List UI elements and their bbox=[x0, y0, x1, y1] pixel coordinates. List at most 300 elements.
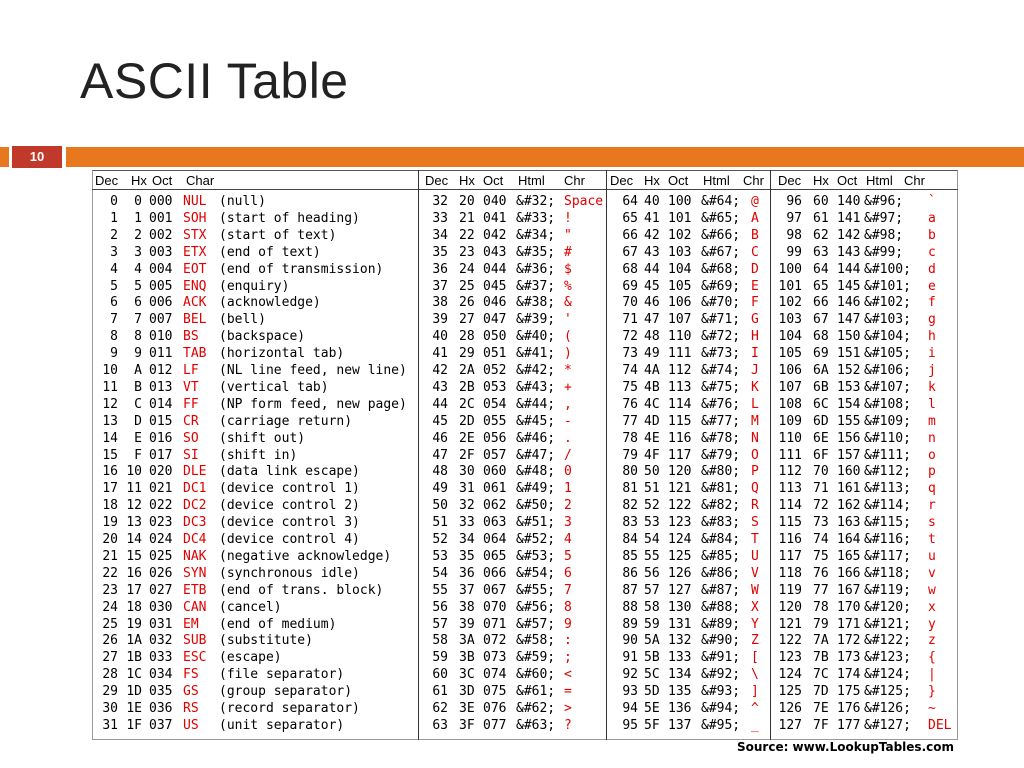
cell-hex: 34 bbox=[459, 532, 475, 547]
cell-oct: 032 bbox=[149, 633, 173, 649]
cell-html: &#112; bbox=[864, 464, 911, 480]
cell-html: &#101; bbox=[864, 278, 911, 294]
cell-oct: 156 bbox=[837, 430, 861, 446]
cell-chr: d bbox=[928, 261, 936, 277]
cell-html: &#115; bbox=[864, 515, 911, 531]
cell-oct: 064 bbox=[483, 532, 507, 547]
cell-html: &#86; bbox=[701, 565, 741, 581]
cell-hex: 5A bbox=[644, 633, 660, 649]
cell-html: &#44; bbox=[516, 396, 556, 412]
cell-chr: " bbox=[564, 227, 572, 243]
cell-chr: t bbox=[928, 532, 936, 547]
cell-hex: 52 bbox=[644, 498, 660, 514]
cell-hex: 6E bbox=[813, 430, 829, 446]
cell-html: &#117; bbox=[864, 548, 911, 564]
cell-oct: 051 bbox=[483, 346, 507, 362]
accent-bar-left bbox=[0, 147, 9, 167]
cell-hex: 24 bbox=[459, 261, 475, 277]
cell-oct: 127 bbox=[668, 582, 692, 598]
cell-dec: 30 bbox=[102, 701, 118, 716]
table-row bbox=[92, 565, 958, 582]
cell-html: &#43; bbox=[516, 379, 556, 395]
cell-dec: 104 bbox=[778, 329, 802, 345]
cell-char: DC3 bbox=[183, 515, 207, 531]
cell-dec: 54 bbox=[432, 565, 448, 581]
cell-description: (device control 1) bbox=[219, 481, 360, 497]
cell-oct: 165 bbox=[837, 548, 861, 564]
ascii-table bbox=[92, 170, 958, 740]
cell-dec: 36 bbox=[432, 261, 448, 277]
cell-char: GS bbox=[183, 684, 199, 700]
cell-html: &#108; bbox=[864, 396, 911, 412]
cell-hex: 2D bbox=[459, 413, 475, 429]
cell-chr: Space bbox=[564, 194, 604, 209]
cell-dec: 10 bbox=[102, 363, 118, 378]
cell-dec: 20 bbox=[102, 532, 118, 547]
cell-html: &#75; bbox=[701, 379, 741, 395]
cell-chr: i bbox=[928, 346, 936, 362]
cell-chr: ? bbox=[564, 717, 572, 733]
cell-html: &#32; bbox=[516, 194, 556, 209]
cell-hex: 44 bbox=[644, 261, 660, 277]
cell-description: (data link escape) bbox=[219, 464, 360, 480]
cell-oct: 062 bbox=[483, 498, 507, 514]
cell-html: &#57; bbox=[516, 616, 556, 632]
table-row bbox=[92, 683, 958, 700]
cell-chr: 7 bbox=[564, 582, 572, 598]
cell-dec: 13 bbox=[102, 413, 118, 429]
cell-html: &#70; bbox=[701, 295, 741, 311]
cell-chr: m bbox=[928, 413, 936, 429]
cell-chr: X bbox=[751, 599, 759, 615]
header-chr-3: Chr bbox=[743, 173, 764, 188]
cell-dec: 19 bbox=[102, 515, 118, 531]
cell-html: &#121; bbox=[864, 616, 911, 632]
cell-html: &#69; bbox=[701, 278, 741, 294]
cell-oct: 012 bbox=[149, 363, 173, 378]
cell-dec: 106 bbox=[778, 363, 802, 378]
cell-html: &#88; bbox=[701, 599, 741, 615]
cell-html: &#109; bbox=[864, 413, 911, 429]
cell-hex: 1A bbox=[126, 633, 142, 649]
cell-chr: L bbox=[751, 396, 759, 412]
header-html-3: Html bbox=[703, 173, 730, 188]
cell-dec: 2 bbox=[110, 227, 118, 243]
cell-html: &#46; bbox=[516, 430, 556, 446]
cell-hex: 2C bbox=[459, 396, 475, 412]
cell-html: &#33; bbox=[516, 210, 556, 226]
cell-oct: 076 bbox=[483, 701, 507, 716]
table-row bbox=[92, 463, 958, 480]
cell-chr: W bbox=[751, 582, 759, 598]
table-row bbox=[92, 717, 958, 734]
cell-chr: # bbox=[564, 244, 572, 260]
cell-html: &#53; bbox=[516, 548, 556, 564]
cell-chr: v bbox=[928, 565, 936, 581]
cell-html: &#100; bbox=[864, 261, 911, 277]
cell-chr: ^ bbox=[751, 701, 759, 716]
cell-oct: 162 bbox=[837, 498, 861, 514]
cell-html: &#87; bbox=[701, 582, 741, 598]
cell-oct: 117 bbox=[668, 447, 692, 463]
cell-dec: 42 bbox=[432, 363, 448, 378]
header-html-2: Html bbox=[518, 173, 545, 188]
cell-hex: 73 bbox=[813, 515, 829, 531]
cell-dec: 52 bbox=[432, 532, 448, 547]
cell-dec: 81 bbox=[622, 481, 638, 497]
cell-oct: 132 bbox=[668, 633, 692, 649]
cell-oct: 061 bbox=[483, 481, 507, 497]
cell-description: (cancel) bbox=[219, 599, 282, 615]
cell-hex: 58 bbox=[644, 599, 660, 615]
cell-char: BEL bbox=[183, 312, 207, 328]
header-oct-2: Oct bbox=[483, 173, 504, 188]
cell-html: &#78; bbox=[701, 430, 741, 446]
cell-chr: u bbox=[928, 548, 936, 564]
cell-chr: % bbox=[564, 278, 572, 294]
cell-hex: 36 bbox=[459, 565, 475, 581]
cell-html: &#74; bbox=[701, 363, 741, 378]
cell-chr: c bbox=[928, 244, 936, 260]
cell-description: (start of text) bbox=[219, 227, 337, 243]
cell-description: (shift out) bbox=[219, 430, 306, 446]
cell-chr: T bbox=[751, 532, 759, 547]
cell-chr: 9 bbox=[564, 616, 572, 632]
cell-description: (end of transmission) bbox=[219, 261, 384, 277]
cell-oct: 116 bbox=[668, 430, 692, 446]
table-row bbox=[92, 294, 958, 311]
cell-hex: 1C bbox=[126, 667, 142, 683]
cell-char: BS bbox=[183, 329, 199, 345]
cell-dec: 61 bbox=[432, 684, 448, 700]
cell-dec: 44 bbox=[432, 396, 448, 412]
cell-oct: 100 bbox=[668, 194, 692, 209]
cell-char: CAN bbox=[183, 599, 207, 615]
cell-dec: 96 bbox=[786, 194, 802, 209]
cell-chr: O bbox=[751, 447, 759, 463]
cell-description: (vertical tab) bbox=[219, 379, 329, 395]
cell-hex: 56 bbox=[644, 565, 660, 581]
header-chr-2: Chr bbox=[564, 173, 585, 188]
cell-dec: 93 bbox=[622, 684, 638, 700]
cell-hex: 27 bbox=[459, 312, 475, 328]
cell-dec: 79 bbox=[622, 447, 638, 463]
cell-hex: 79 bbox=[813, 616, 829, 632]
cell-dec: 122 bbox=[778, 633, 802, 649]
cell-hex: 38 bbox=[459, 599, 475, 615]
cell-html: &#59; bbox=[516, 650, 556, 666]
cell-chr: , bbox=[564, 396, 572, 412]
cell-hex: 49 bbox=[644, 346, 660, 362]
cell-hex: 1 bbox=[134, 210, 142, 226]
header-dec-4: Dec bbox=[778, 173, 802, 188]
cell-chr: n bbox=[928, 430, 936, 446]
header-oct-4: Oct bbox=[837, 173, 858, 188]
cell-chr: h bbox=[928, 329, 936, 345]
cell-oct: 011 bbox=[149, 346, 173, 362]
cell-dec: 97 bbox=[786, 210, 802, 226]
cell-dec: 71 bbox=[622, 312, 638, 328]
cell-hex: 45 bbox=[644, 278, 660, 294]
cell-char: EOT bbox=[183, 261, 207, 277]
cell-chr: z bbox=[928, 633, 936, 649]
cell-html: &#120; bbox=[864, 599, 911, 615]
cell-dec: 29 bbox=[102, 684, 118, 700]
cell-hex: 3F bbox=[459, 717, 475, 733]
cell-hex: 35 bbox=[459, 548, 475, 564]
cell-chr: e bbox=[928, 278, 936, 294]
cell-dec: 113 bbox=[778, 481, 802, 497]
cell-chr: _ bbox=[751, 717, 759, 733]
cell-html: &#111; bbox=[864, 447, 911, 463]
cell-description: (device control 2) bbox=[219, 498, 360, 514]
table-row bbox=[92, 379, 958, 396]
cell-oct: 041 bbox=[483, 210, 507, 226]
cell-chr: s bbox=[928, 515, 936, 531]
cell-chr: q bbox=[928, 481, 936, 497]
cell-dec: 7 bbox=[110, 312, 118, 328]
cell-hex: 55 bbox=[644, 548, 660, 564]
cell-dec: 76 bbox=[622, 396, 638, 412]
cell-char: ENQ bbox=[183, 278, 207, 294]
cell-chr: w bbox=[928, 582, 936, 598]
cell-dec: 88 bbox=[622, 599, 638, 615]
cell-html: &#104; bbox=[864, 329, 911, 345]
cell-dec: 31 bbox=[102, 717, 118, 733]
cell-dec: 120 bbox=[778, 599, 802, 615]
cell-chr: : bbox=[564, 633, 572, 649]
cell-dec: 1 bbox=[110, 210, 118, 226]
cell-description: (file separator) bbox=[219, 667, 345, 683]
cell-description: (end of trans. block) bbox=[219, 582, 384, 598]
cell-hex: 15 bbox=[126, 548, 142, 564]
cell-description: (backspace) bbox=[219, 329, 306, 345]
cell-chr: F bbox=[751, 295, 759, 311]
cell-dec: 74 bbox=[622, 363, 638, 378]
cell-dec: 35 bbox=[432, 244, 448, 260]
cell-oct: 036 bbox=[149, 701, 173, 716]
cell-hex: 4B bbox=[644, 379, 660, 395]
cell-dec: 57 bbox=[432, 616, 448, 632]
cell-oct: 000 bbox=[149, 194, 173, 209]
cell-dec: 28 bbox=[102, 667, 118, 683]
cell-html: &#82; bbox=[701, 498, 741, 514]
table-row bbox=[92, 328, 958, 345]
cell-dec: 37 bbox=[432, 278, 448, 294]
cell-hex: A bbox=[134, 363, 142, 378]
cell-html: &#107; bbox=[864, 379, 911, 395]
cell-html: &#50; bbox=[516, 498, 556, 514]
cell-hex: 54 bbox=[644, 532, 660, 547]
cell-hex: 4C bbox=[644, 396, 660, 412]
cell-dec: 119 bbox=[778, 582, 802, 598]
cell-hex: 7B bbox=[813, 650, 829, 666]
cell-char: ESC bbox=[183, 650, 207, 666]
cell-chr: l bbox=[928, 396, 936, 412]
cell-hex: 0 bbox=[134, 194, 142, 209]
cell-dec: 109 bbox=[778, 413, 802, 429]
cell-html: &#51; bbox=[516, 515, 556, 531]
cell-oct: 161 bbox=[837, 481, 861, 497]
cell-chr: 5 bbox=[564, 548, 572, 564]
cell-chr: S bbox=[751, 515, 759, 531]
cell-dec: 34 bbox=[432, 227, 448, 243]
cell-dec: 68 bbox=[622, 261, 638, 277]
cell-chr: ; bbox=[564, 650, 572, 666]
cell-char: SI bbox=[183, 447, 199, 463]
cell-char: NAK bbox=[183, 548, 207, 564]
cell-html: &#91; bbox=[701, 650, 741, 666]
cell-hex: 11 bbox=[126, 481, 142, 497]
cell-hex: D bbox=[134, 413, 142, 429]
cell-chr: 3 bbox=[564, 515, 572, 531]
header-hx-2: Hx bbox=[459, 173, 475, 188]
cell-oct: 065 bbox=[483, 548, 507, 564]
cell-dec: 40 bbox=[432, 329, 448, 345]
cell-html: &#97; bbox=[864, 210, 904, 226]
cell-hex: 13 bbox=[126, 515, 142, 531]
cell-hex: 76 bbox=[813, 565, 829, 581]
cell-hex: 66 bbox=[813, 295, 829, 311]
cell-html: &#106; bbox=[864, 363, 911, 378]
cell-hex: 7A bbox=[813, 633, 829, 649]
cell-html: &#94; bbox=[701, 701, 741, 716]
cell-oct: 053 bbox=[483, 379, 507, 395]
cell-chr: / bbox=[564, 447, 572, 463]
cell-html: &#35; bbox=[516, 244, 556, 260]
cell-oct: 126 bbox=[668, 565, 692, 581]
cell-html: &#73; bbox=[701, 346, 741, 362]
cell-oct: 052 bbox=[483, 363, 507, 378]
cell-chr: | bbox=[928, 667, 936, 683]
cell-oct: 147 bbox=[837, 312, 861, 328]
cell-html: &#41; bbox=[516, 346, 556, 362]
cell-oct: 140 bbox=[837, 194, 861, 209]
cell-description: (acknowledge) bbox=[219, 295, 321, 311]
cell-oct: 056 bbox=[483, 430, 507, 446]
table-row bbox=[92, 548, 958, 565]
cell-oct: 007 bbox=[149, 312, 173, 328]
cell-hex: 42 bbox=[644, 227, 660, 243]
cell-hex: 10 bbox=[126, 464, 142, 480]
table-row bbox=[92, 514, 958, 531]
cell-html: &#49; bbox=[516, 481, 556, 497]
cell-dec: 105 bbox=[778, 346, 802, 362]
cell-hex: 78 bbox=[813, 599, 829, 615]
cell-html: &#42; bbox=[516, 363, 556, 378]
cell-hex: 2F bbox=[459, 447, 475, 463]
cell-hex: 77 bbox=[813, 582, 829, 598]
cell-dec: 59 bbox=[432, 650, 448, 666]
cell-hex: 17 bbox=[126, 582, 142, 598]
cell-hex: 43 bbox=[644, 244, 660, 260]
cell-oct: 015 bbox=[149, 413, 173, 429]
cell-oct: 047 bbox=[483, 312, 507, 328]
table-row bbox=[92, 582, 958, 599]
cell-oct: 067 bbox=[483, 582, 507, 598]
cell-dec: 24 bbox=[102, 599, 118, 615]
cell-chr: 2 bbox=[564, 498, 572, 514]
cell-hex: 5E bbox=[644, 701, 660, 716]
cell-dec: 23 bbox=[102, 582, 118, 598]
cell-hex: 30 bbox=[459, 464, 475, 480]
cell-dec: 125 bbox=[778, 684, 802, 700]
cell-description: (end of text) bbox=[219, 244, 321, 260]
cell-oct: 125 bbox=[668, 548, 692, 564]
cell-oct: 174 bbox=[837, 667, 861, 683]
cell-oct: 075 bbox=[483, 684, 507, 700]
cell-chr: p bbox=[928, 464, 936, 480]
cell-oct: 167 bbox=[837, 582, 861, 598]
cell-hex: 48 bbox=[644, 329, 660, 345]
cell-oct: 066 bbox=[483, 565, 507, 581]
cell-hex: 5 bbox=[134, 278, 142, 294]
cell-oct: 017 bbox=[149, 447, 173, 463]
cell-dec: 124 bbox=[778, 667, 802, 683]
cell-chr: } bbox=[928, 684, 936, 700]
cell-oct: 175 bbox=[837, 684, 861, 700]
cell-dec: 64 bbox=[622, 194, 638, 209]
cell-oct: 105 bbox=[668, 278, 692, 294]
cell-hex: 6F bbox=[813, 447, 829, 463]
cell-dec: 58 bbox=[432, 633, 448, 649]
cell-char: TAB bbox=[183, 346, 207, 362]
cell-chr: ~ bbox=[928, 701, 936, 716]
cell-hex: 70 bbox=[813, 464, 829, 480]
cell-dec: 48 bbox=[432, 464, 448, 480]
cell-hex: 64 bbox=[813, 261, 829, 277]
cell-oct: 123 bbox=[668, 515, 692, 531]
cell-chr: @ bbox=[751, 194, 759, 209]
cell-dec: 15 bbox=[102, 447, 118, 463]
cell-chr: ] bbox=[751, 684, 759, 700]
table-row bbox=[92, 362, 958, 379]
cell-dec: 87 bbox=[622, 582, 638, 598]
cell-chr: j bbox=[928, 363, 936, 378]
cell-chr: * bbox=[564, 363, 572, 378]
cell-chr: y bbox=[928, 616, 936, 632]
cell-oct: 170 bbox=[837, 599, 861, 615]
cell-dec: 49 bbox=[432, 481, 448, 497]
cell-chr: D bbox=[751, 261, 759, 277]
cell-char: LF bbox=[183, 363, 199, 378]
cell-description: (unit separator) bbox=[219, 717, 345, 733]
cell-html: &#119; bbox=[864, 582, 911, 598]
cell-description: (record separator) bbox=[219, 701, 360, 716]
cell-oct: 177 bbox=[837, 717, 861, 733]
cell-oct: 013 bbox=[149, 379, 173, 395]
cell-hex: 7F bbox=[813, 717, 829, 733]
cell-hex: 12 bbox=[126, 498, 142, 514]
cell-char: DC4 bbox=[183, 532, 207, 547]
cell-html: &#56; bbox=[516, 599, 556, 615]
cell-html: &#47; bbox=[516, 447, 556, 463]
cell-oct: 114 bbox=[668, 396, 692, 412]
cell-oct: 071 bbox=[483, 616, 507, 632]
header-hx-4: Hx bbox=[813, 173, 829, 188]
cell-dec: 85 bbox=[622, 548, 638, 564]
cell-dec: 117 bbox=[778, 548, 802, 564]
cell-dec: 70 bbox=[622, 295, 638, 311]
cell-chr: N bbox=[751, 430, 759, 446]
table-row bbox=[92, 430, 958, 447]
cell-hex: 53 bbox=[644, 515, 660, 531]
cell-html: &#103; bbox=[864, 312, 911, 328]
table-row bbox=[92, 244, 958, 261]
cell-hex: 5B bbox=[644, 650, 660, 666]
cell-hex: 14 bbox=[126, 532, 142, 547]
cell-hex: 4F bbox=[644, 447, 660, 463]
